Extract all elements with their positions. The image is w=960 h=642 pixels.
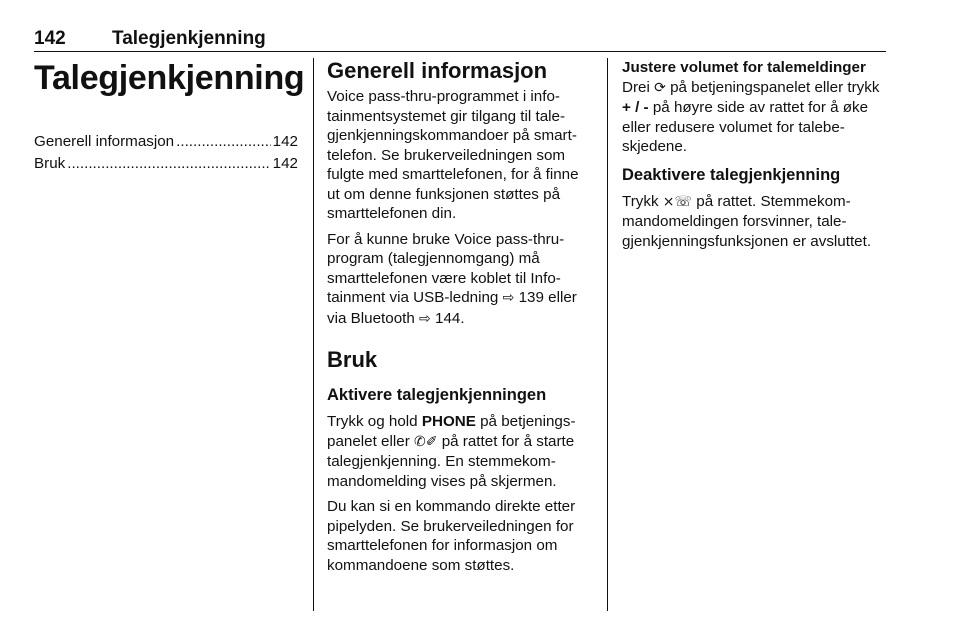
toc-entry[interactable] xyxy=(34,154,298,176)
phone-key-label: PHONE xyxy=(421,413,476,430)
column-divider xyxy=(313,58,314,611)
toc-entry-label: Generell informasjon xyxy=(34,133,175,150)
reference-arrow-icon: ⇨ xyxy=(502,290,515,306)
subheading-activate: Aktivere talegjenkjenningen xyxy=(327,386,547,404)
running-title: Talegjenkjenning xyxy=(112,28,266,49)
general-paragraph-2 xyxy=(327,230,593,330)
paragraph-text: på høyre side av rattet for å øke eller redusere volumet for talebe-skjedene. xyxy=(622,99,869,155)
toc-entry-page: 142 xyxy=(272,133,298,150)
phone-voice-steering-icon: ✆✐ xyxy=(413,433,438,450)
right-column xyxy=(622,58,888,257)
page-header xyxy=(34,28,886,50)
toc-entry[interactable] xyxy=(34,132,298,154)
paragraph-text: på betjenings-panelet eller xyxy=(327,413,576,450)
general-paragraph-1: Voice pass-thru-programmet i info-tainmentsystemet gir tilgang til tale-gjenkjenningskommandoer på smart-telefon. Se brukerveiledningen som fulgte med smarttelefonen, for å finne ut om denne funksjonen støttes på smarttelefonen din. xyxy=(327,88,579,222)
deactivate-paragraph xyxy=(622,192,888,252)
toc-entry-page: 142 xyxy=(272,155,298,172)
column-divider xyxy=(607,58,608,611)
paragraph-text: på rattet for å starte talegjenkjenning. En stemmekom-mandomelding vises på skjermen. xyxy=(327,432,575,490)
section-heading-general: Generell informasjon xyxy=(327,58,548,83)
toc-column xyxy=(34,58,305,176)
main-column xyxy=(327,58,593,581)
toc-leader-dots xyxy=(176,132,271,152)
volume-paragraph xyxy=(622,78,888,157)
mute-hangup-icon: ⨯☏ xyxy=(662,193,693,210)
paragraph-text: Trykk og hold xyxy=(327,413,418,430)
toc-leader-dots xyxy=(67,154,270,174)
paragraph-text: Drei xyxy=(622,78,650,96)
activate-paragraph-2: Du kan si en kommando direkte etter pipelyden. Se brukerveiledningen for smarttelefonen for informasjon om kommandoene som støttes. xyxy=(327,498,576,574)
header-rule xyxy=(34,51,886,52)
reference-arrow-icon: ⇨ xyxy=(419,310,431,327)
subheading-volume: Justere volumet for talemeldinger xyxy=(622,59,866,76)
section-heading-usage: Bruk xyxy=(327,347,378,372)
rotary-knob-icon: ⟳ xyxy=(654,79,666,96)
chapter-title: Talegjenkjenning xyxy=(34,59,305,97)
activate-paragraph-1 xyxy=(327,412,593,491)
paragraph-text: på rattet. Stemmekom-mandomeldingen forsvinner, tale-gjenkjenningsfunksjonen er avsluttet. xyxy=(622,192,872,250)
page-reference[interactable]: 144. xyxy=(435,309,465,327)
page-reference[interactable]: 139 xyxy=(518,289,544,306)
toc-entry-label: Bruk xyxy=(34,155,66,172)
volume-key-label: + / - xyxy=(622,99,649,116)
subheading-deactivate: Deaktivere talegjenkjenning xyxy=(622,165,841,184)
paragraph-text: For å kunne bruke Voice pass-thru-program (talegjennomgang) må smarttelefonen være koblet til Info-tainment via USB-ledning xyxy=(327,230,565,306)
paragraph-text: Trykk xyxy=(622,192,659,210)
paragraph-text: på betjeningspanelet eller trykk xyxy=(670,78,880,96)
paragraph-text: eller via Bluetooth xyxy=(327,289,577,327)
page-number: 142 xyxy=(34,28,66,49)
